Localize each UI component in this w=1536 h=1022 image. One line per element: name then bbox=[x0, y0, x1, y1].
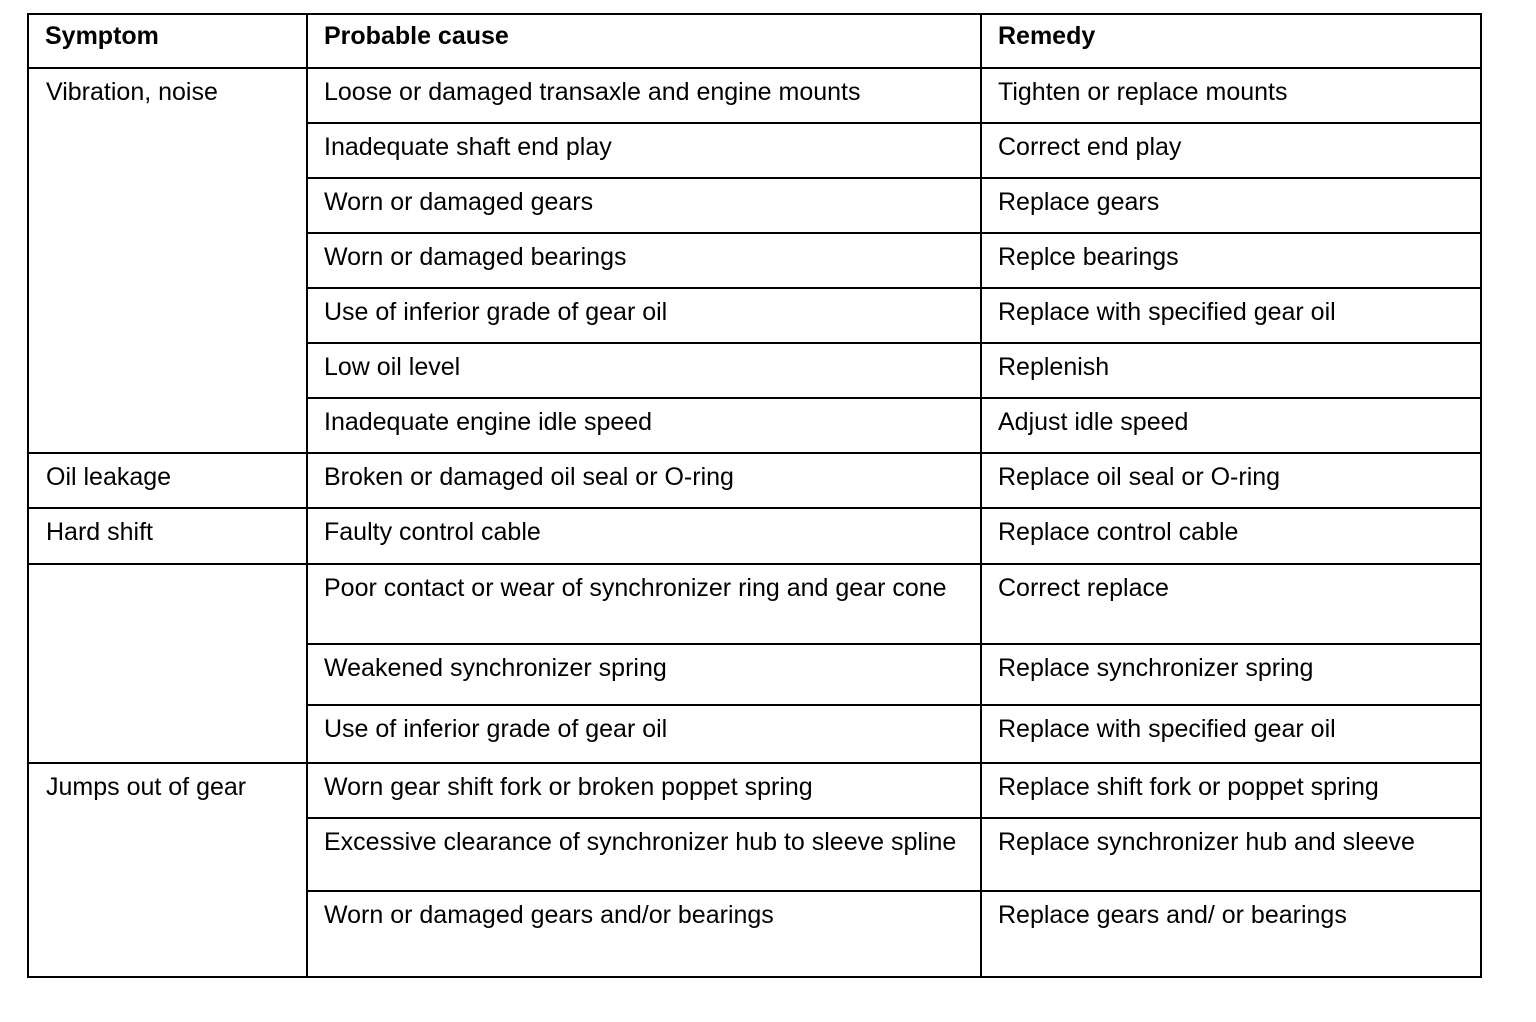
cause-cell: Low oil level bbox=[307, 343, 981, 398]
remedy-cell: Replace oil seal or O-ring bbox=[981, 453, 1481, 508]
header-row bbox=[28, 14, 1481, 68]
header-remedy: Remedy bbox=[981, 14, 1481, 68]
table-row bbox=[28, 68, 1481, 123]
cause-cell: Inadequate engine idle speed bbox=[307, 398, 981, 453]
table-row bbox=[28, 564, 1481, 644]
remedy-cell: Replace gears bbox=[981, 178, 1481, 233]
remedy-cell: Replace with specified gear oil bbox=[981, 705, 1481, 763]
symptom-cell: Vibration, noise bbox=[28, 68, 307, 453]
remedy-cell: Replace synchronizer spring bbox=[981, 644, 1481, 705]
cause-cell: Loose or damaged transaxle and engine mounts bbox=[307, 68, 981, 123]
remedy-cell: Adjust idle speed bbox=[981, 398, 1481, 453]
remedy-cell: Replace shift fork or poppet spring bbox=[981, 763, 1481, 818]
table-row bbox=[28, 763, 1481, 818]
remedy-cell: Tighten or replace mounts bbox=[981, 68, 1481, 123]
remedy-cell: Correct end play bbox=[981, 123, 1481, 178]
cause-cell: Worn or damaged gears and/or bearings bbox=[307, 891, 981, 977]
remedy-cell: Replace control cable bbox=[981, 508, 1481, 564]
header-symptom: Symptom bbox=[28, 14, 307, 68]
remedy-cell: Correct replace bbox=[981, 564, 1481, 644]
remedy-cell: Replace synchronizer hub and sleeve bbox=[981, 818, 1481, 891]
cause-cell: Weakened synchronizer spring bbox=[307, 644, 981, 705]
table-row bbox=[28, 453, 1481, 508]
symptom-cell: Oil leakage bbox=[28, 453, 307, 508]
cause-cell: Broken or damaged oil seal or O-ring bbox=[307, 453, 981, 508]
symptom-cell: Hard shift bbox=[28, 508, 307, 564]
cause-cell: Poor contact or wear of synchronizer ring and gear cone bbox=[307, 564, 981, 644]
remedy-cell: Replce bearings bbox=[981, 233, 1481, 288]
symptom-cell-empty bbox=[28, 564, 307, 763]
cause-cell: Use of inferior grade of gear oil bbox=[307, 288, 981, 343]
header-probable-cause: Probable cause bbox=[307, 14, 981, 68]
remedy-cell: Replenish bbox=[981, 343, 1481, 398]
cause-cell: Worn gear shift fork or broken poppet spring bbox=[307, 763, 981, 818]
cause-cell: Worn or damaged bearings bbox=[307, 233, 981, 288]
table-row bbox=[28, 508, 1481, 564]
cause-cell: Worn or damaged gears bbox=[307, 178, 981, 233]
cause-cell: Faulty control cable bbox=[307, 508, 981, 564]
cause-cell: Inadequate shaft end play bbox=[307, 123, 981, 178]
cause-cell: Use of inferior grade of gear oil bbox=[307, 705, 981, 763]
remedy-cell: Replace with specified gear oil bbox=[981, 288, 1481, 343]
remedy-cell: Replace gears and/ or bearings bbox=[981, 891, 1481, 977]
symptom-cell: Jumps out of gear bbox=[28, 763, 307, 977]
cause-cell: Excessive clearance of synchronizer hub to sleeve spline bbox=[307, 818, 981, 891]
troubleshooting-table bbox=[27, 13, 1482, 978]
